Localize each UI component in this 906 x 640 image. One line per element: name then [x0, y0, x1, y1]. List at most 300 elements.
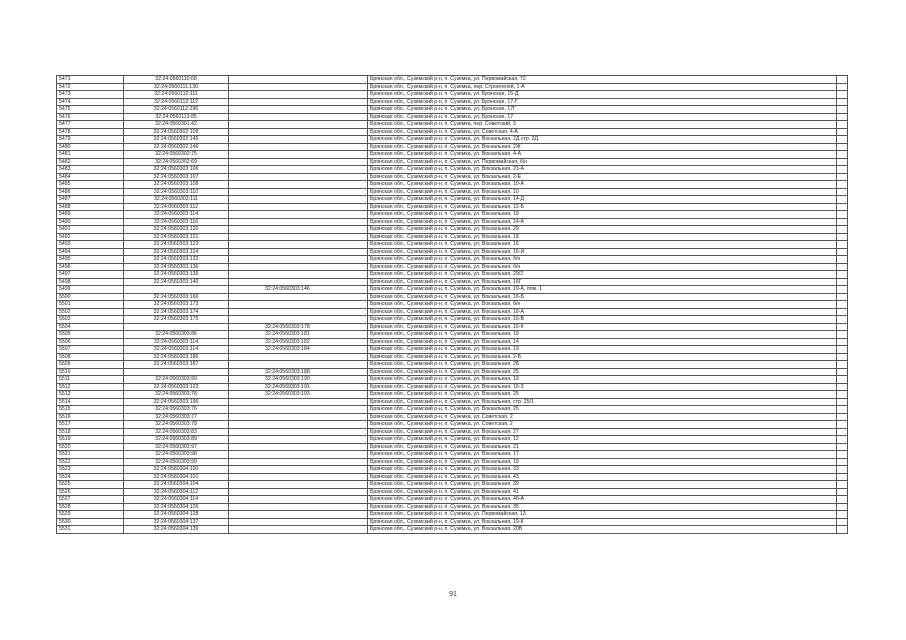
address-cell: Брянская обл., Суземский р-н, п. Суземка, ул. Вокзальная, 33 [368, 466, 837, 474]
cadastral-number-cell: 32:24:0560304:112 [124, 488, 229, 496]
cadastral-number-cell [124, 368, 229, 376]
address-cell: Брянская обл., Суземский р-н, п. Суземка, ул. Вокзальная, 2Ж [368, 143, 837, 151]
related-cadastral-number-cell [229, 503, 368, 511]
related-cadastral-number-cell [229, 511, 368, 519]
related-cadastral-number-cell [229, 196, 368, 204]
table-row [57, 376, 848, 384]
table-row [57, 196, 848, 204]
cadastral-number-cell: 32:24:0560304:104 [124, 481, 229, 489]
table-row [57, 218, 848, 226]
row-number-cell: 5490 [57, 218, 124, 226]
empty-cell [837, 218, 848, 226]
cadastral-number-cell: 32:24:0560303:112 [124, 203, 229, 211]
address-cell: Брянская обл., Суземский р-н, п. Суземка, ул. Брянская, 17Г [368, 106, 837, 114]
cadastral-number-cell: 32:24:0560303:111 [124, 196, 229, 204]
empty-cell [837, 346, 848, 354]
row-number-cell: 5474 [57, 98, 124, 106]
related-cadastral-number-cell [229, 203, 368, 211]
related-cadastral-number-cell [229, 233, 368, 241]
row-number-cell: 5524 [57, 473, 124, 481]
cadastral-number-cell: 32:24:0560303:110 [124, 188, 229, 196]
related-cadastral-number-cell [229, 421, 368, 429]
row-number-cell: 5500 [57, 293, 124, 301]
row-number-cell: 5489 [57, 211, 124, 219]
related-cadastral-number-cell: 32:24:0560303:178 [229, 323, 368, 331]
address-cell: Брянская обл., Суземский р-н, п. Суземка, ул. Вокзальная, 19-К [368, 518, 837, 526]
empty-cell [837, 211, 848, 219]
cadastral-number-cell: 32:24:0560303:78 [124, 391, 229, 399]
address-cell: Брянская обл., Суземский р-н, п. Суземка, ул. Вокзальная, 10-А [368, 181, 837, 189]
empty-cell [837, 451, 848, 459]
cadastral-number-cell: 32:24:0560304:114 [124, 496, 229, 504]
cadastral-number-cell: 32:24:0560303:196 [124, 398, 229, 406]
row-number-cell: 5486 [57, 188, 124, 196]
cadastral-number-cell: 32:24:0560112:296 [124, 106, 229, 114]
table-row [57, 406, 848, 414]
related-cadastral-number-cell: 32:24:0560303:190 [229, 376, 368, 384]
row-number-cell: 5495 [57, 256, 124, 264]
empty-cell [837, 106, 848, 114]
address-cell: Брянская обл., Суземский р-н, п. Суземка, ул. Вокзальная, 16-К [368, 323, 837, 331]
table-row [57, 443, 848, 451]
address-cell: Брянская обл., Суземский р-н, п. Суземка, ул. Советская, 2 [368, 421, 837, 429]
row-number-cell: 5480 [57, 143, 124, 151]
row-number-cell: 5522 [57, 458, 124, 466]
row-number-cell: 5513 [57, 391, 124, 399]
table-row [57, 361, 848, 369]
table-row [57, 136, 848, 144]
table-row [57, 368, 848, 376]
empty-cell [837, 136, 848, 144]
related-cadastral-number-cell [229, 301, 368, 309]
table-row [57, 526, 848, 534]
row-number-cell: 5504 [57, 323, 124, 331]
table-row [57, 106, 848, 114]
table-row [57, 383, 848, 391]
address-cell: Брянская обл., Суземский р-н, п. Суземка, пер. Советский, 3 [368, 121, 837, 129]
table-row [57, 428, 848, 436]
table-row [57, 398, 848, 406]
related-cadastral-number-cell [229, 458, 368, 466]
related-cadastral-number-cell [229, 436, 368, 444]
address-cell: Брянская обл., Суземский р-н, п. Суземка, ул. Первомайская, 72 [368, 76, 837, 84]
table-row [57, 503, 848, 511]
empty-cell [837, 488, 848, 496]
table-row [57, 481, 848, 489]
empty-cell [837, 421, 848, 429]
cadastral-number-cell: 32:24:0560303:89 [124, 436, 229, 444]
related-cadastral-number-cell [229, 181, 368, 189]
address-cell: Брянская обл., Суземский р-н, п. Суземка, ул. Вокзальная, 43 [368, 473, 837, 481]
address-cell: Брянская обл., Суземский р-н, п. Суземка, ул. Вокзальная, б/н [368, 301, 837, 309]
related-cadastral-number-cell [229, 188, 368, 196]
empty-cell [837, 256, 848, 264]
cadastral-number-cell: 32:24:0560303:98 [124, 451, 229, 459]
cadastral-number-cell: 32:24:0560303:187 [124, 361, 229, 369]
row-number-cell: 5523 [57, 466, 124, 474]
cadastral-number-cell: 32:24:0560303:114 [124, 211, 229, 219]
related-cadastral-number-cell [229, 293, 368, 301]
cadastral-number-cell: 32:24:0560302:75 [124, 151, 229, 159]
cadastral-number-cell: 32:24:0560303:107 [124, 173, 229, 181]
table-row [57, 233, 848, 241]
page-number: 91 [449, 591, 457, 598]
row-number-cell: 5505 [57, 331, 124, 339]
related-cadastral-number-cell [229, 526, 368, 534]
row-number-cell: 5511 [57, 376, 124, 384]
row-number-cell: 5506 [57, 338, 124, 346]
address-cell: Брянская обл., Суземский р-н, п. Суземка, ул. Вокзальная, 20В [368, 526, 837, 534]
empty-cell [837, 406, 848, 414]
cadastral-number-cell: 32:24:0560303:186 [124, 353, 229, 361]
table-row [57, 256, 848, 264]
related-cadastral-number-cell [229, 271, 368, 279]
table-row [57, 158, 848, 166]
row-number-cell: 5472 [57, 83, 124, 91]
row-number-cell: 5501 [57, 301, 124, 309]
related-cadastral-number-cell: 32:24:0560303:193 [229, 391, 368, 399]
related-cadastral-number-cell [229, 488, 368, 496]
empty-cell [837, 466, 848, 474]
cadastral-number-cell: 32:24:0560303:76 [124, 406, 229, 414]
row-number-cell: 5518 [57, 428, 124, 436]
related-cadastral-number-cell: 32:24:0560303:184 [229, 346, 368, 354]
empty-cell [837, 76, 848, 84]
registry-table [56, 75, 848, 534]
row-number-cell: 5510 [57, 368, 124, 376]
empty-cell [837, 481, 848, 489]
empty-cell [837, 518, 848, 526]
cadastral-number-cell: 32:24:0560301:42 [124, 121, 229, 129]
cadastral-number-cell: 32:24:0560303:140 [124, 278, 229, 286]
address-cell: Брянская обл., Суземский р-н, п. Суземка, ул. Вокзальная, 2Б [368, 361, 837, 369]
cadastral-number-cell: 32:24:0560304:139 [124, 526, 229, 534]
address-cell: Брянская обл., Суземский р-н, п. Суземка, ул. Вокзальная, 18 [368, 233, 837, 241]
related-cadastral-number-cell [229, 226, 368, 234]
related-cadastral-number-cell [229, 361, 368, 369]
table-row [57, 466, 848, 474]
empty-cell [837, 128, 848, 136]
empty-cell [837, 353, 848, 361]
address-cell: Брянская обл., Суземский р-н, п. Суземка, ул. Вокзальная, 16 [368, 241, 837, 249]
cadastral-number-cell: 32:24:0560302:109 [124, 128, 229, 136]
related-cadastral-number-cell [229, 136, 368, 144]
row-number-cell: 5519 [57, 436, 124, 444]
empty-cell [837, 151, 848, 159]
table-row [57, 143, 848, 151]
row-number-cell: 5530 [57, 518, 124, 526]
empty-cell [837, 376, 848, 384]
cadastral-number-cell: 32:24:0560112:112 [124, 98, 229, 106]
table-row [57, 458, 848, 466]
address-cell: Брянская обл., Суземский р-н, п. Суземка, ул. Вокзальная, 25 [368, 391, 837, 399]
related-cadastral-number-cell [229, 158, 368, 166]
cadastral-number-cell: 32:24:0560303:86 [124, 331, 229, 339]
cadastral-number-cell: 32:24:0560304:101 [124, 473, 229, 481]
cadastral-number-cell [124, 323, 229, 331]
address-cell: Брянская обл., Суземский р-н, п. Суземка, ул. Брянская, 17 [368, 113, 837, 121]
empty-cell [837, 413, 848, 421]
cadastral-number-cell: 32:24:0560303:166 [124, 293, 229, 301]
address-cell: Брянская обл., Суземский р-н, п. Суземка, ул. Вокзальная, 2-Б [368, 353, 837, 361]
table-row [57, 308, 848, 316]
address-cell: Брянская обл., Суземский р-н, п. Суземка, ул. Вокзальная, 16Г [368, 278, 837, 286]
related-cadastral-number-cell: 32:24:0560303:188 [229, 368, 368, 376]
address-cell: Брянская обл., Суземский р-н, п. Суземка, ул. Вокзальная, 2-Е [368, 173, 837, 181]
row-number-cell: 5476 [57, 113, 124, 121]
address-cell: Брянская обл., Суземский р-н, п. Суземка, ул. Вокзальная, 2Д стр. 2Д [368, 136, 837, 144]
table-row [57, 128, 848, 136]
address-cell: Брянская обл., Суземский р-н, п. Суземка, ул. Вокзальная, б/н [368, 263, 837, 271]
table-row [57, 496, 848, 504]
address-cell: Брянская обл., Суземский р-н, п. Суземка, ул. Советская, 4-А [368, 128, 837, 136]
row-number-cell: 5492 [57, 233, 124, 241]
empty-cell [837, 503, 848, 511]
empty-cell [837, 83, 848, 91]
cadastral-number-cell: 32:24:0560303:78 [124, 421, 229, 429]
related-cadastral-number-cell [229, 241, 368, 249]
cadastral-number-cell: 32:24:0560303:174 [124, 308, 229, 316]
related-cadastral-number-cell [229, 278, 368, 286]
related-cadastral-number-cell [229, 106, 368, 114]
table-row [57, 488, 848, 496]
cadastral-number-cell: 32:24:0560110:68 [124, 76, 229, 84]
empty-cell [837, 91, 848, 99]
related-cadastral-number-cell [229, 143, 368, 151]
row-number-cell: 5479 [57, 136, 124, 144]
row-number-cell: 5527 [57, 496, 124, 504]
row-number-cell: 5526 [57, 488, 124, 496]
empty-cell [837, 113, 848, 121]
cadastral-number-cell: 32:24:0560303:120 [124, 226, 229, 234]
empty-cell [837, 166, 848, 174]
table-row [57, 353, 848, 361]
empty-cell [837, 391, 848, 399]
table-row [57, 241, 848, 249]
row-number-cell: 5525 [57, 481, 124, 489]
related-cadastral-number-cell: 32:24:0560303:146 [229, 286, 368, 294]
related-cadastral-number-cell [229, 481, 368, 489]
table-row [57, 226, 848, 234]
row-number-cell: 5487 [57, 196, 124, 204]
row-number-cell: 5508 [57, 353, 124, 361]
address-cell: Брянская обл., Суземский р-н, п. Суземка, ул. Вокзальная, 27 [368, 428, 837, 436]
empty-cell [837, 316, 848, 324]
address-cell: Брянская обл., Суземский р-н, п. Суземка, ул. Вокзальная, 29 [368, 226, 837, 234]
empty-cell [837, 338, 848, 346]
table-row [57, 436, 848, 444]
table-row [57, 263, 848, 271]
related-cadastral-number-cell [229, 428, 368, 436]
related-cadastral-number-cell [229, 166, 368, 174]
related-cadastral-number-cell [229, 443, 368, 451]
row-number-cell: 5482 [57, 158, 124, 166]
address-cell: Брянская обл., Суземский р-н, п. Суземка, ул. Вокзальная, стр. 25/1 [368, 398, 837, 406]
table-row [57, 188, 848, 196]
empty-cell [837, 248, 848, 256]
related-cadastral-number-cell [229, 413, 368, 421]
empty-cell [837, 143, 848, 151]
empty-cell [837, 263, 848, 271]
cadastral-number-cell: 32:24:0560303:77 [124, 413, 229, 421]
row-number-cell: 5520 [57, 443, 124, 451]
cadastral-number-cell: 32:24:0560303:99 [124, 458, 229, 466]
table-row [57, 331, 848, 339]
table-row [57, 286, 848, 294]
address-cell: Брянская обл., Суземский р-н, п. Суземка, ул. Вокзальная, 10 [368, 188, 837, 196]
related-cadastral-number-cell [229, 316, 368, 324]
address-cell: Брянская обл., Суземский р-н, п. Суземка, ул. Вокзальная, 21 [368, 443, 837, 451]
cadastral-number-cell: 32:24:0560302:145 [124, 136, 229, 144]
row-number-cell: 5481 [57, 151, 124, 159]
empty-cell [837, 473, 848, 481]
row-number-cell: 5471 [57, 76, 124, 84]
empty-cell [837, 241, 848, 249]
empty-cell [837, 361, 848, 369]
empty-cell [837, 158, 848, 166]
row-number-cell: 5503 [57, 316, 124, 324]
empty-cell [837, 511, 848, 519]
address-cell: Брянская обл., Суземский р-н, п. Суземка, ул. Вокзальная, 16-З [368, 383, 837, 391]
cadastral-number-cell: 32:24:0560111:130 [124, 83, 229, 91]
empty-cell [837, 526, 848, 534]
address-cell: Брянская обл., Суземский р-н, п. Суземка, ул. Вокзальная, 12-Б [368, 203, 837, 211]
address-cell: Брянская обл., Суземский р-н, п. Суземка, ул. Первомайская, б/н [368, 158, 837, 166]
cadastral-number-cell: 32:24:0560303:124 [124, 248, 229, 256]
table-row [57, 323, 848, 331]
table-row [57, 451, 848, 459]
cadastral-number-cell: 32:24:0560303:175 [124, 316, 229, 324]
cadastral-number-cell: 32:24:0560112:111 [124, 91, 229, 99]
empty-cell [837, 271, 848, 279]
related-cadastral-number-cell [229, 256, 368, 264]
related-cadastral-number-cell [229, 398, 368, 406]
cadastral-number-cell: 32:24:0560303:123 [124, 241, 229, 249]
address-cell: Брянская обл., Суземский р-н, п. Суземка, ул. Вокзальная, 14-А [368, 218, 837, 226]
cadastral-number-cell: 32:24:0560303:121 [124, 233, 229, 241]
cadastral-number-cell: 32:24:0560303:173 [124, 301, 229, 309]
cadastral-number-cell: 32:24:0560303:133 [124, 256, 229, 264]
related-cadastral-number-cell [229, 98, 368, 106]
empty-cell [837, 308, 848, 316]
cadastral-number-cell: 32:24:0560303:97 [124, 443, 229, 451]
related-cadastral-number-cell [229, 248, 368, 256]
address-cell: Брянская обл., Суземский р-н, п. Суземка, ул. Советская, 2 [368, 413, 837, 421]
table-row [57, 76, 848, 84]
related-cadastral-number-cell [229, 466, 368, 474]
related-cadastral-number-cell [229, 353, 368, 361]
related-cadastral-number-cell: 32:24:0560303:182 [229, 338, 368, 346]
table-row [57, 278, 848, 286]
empty-cell [837, 436, 848, 444]
row-number-cell: 5528 [57, 503, 124, 511]
related-cadastral-number-cell: 32:24:0560303:191 [229, 383, 368, 391]
empty-cell [837, 301, 848, 309]
address-cell: Брянская обл., Суземский р-н, п. Суземка, ул. Вокзальная, 4-А [368, 151, 837, 159]
empty-cell [837, 293, 848, 301]
address-cell: Брянская обл., Суземский р-н, п. Суземка, ул. Вокзальная, 19 [368, 458, 837, 466]
related-cadastral-number-cell [229, 121, 368, 129]
related-cadastral-number-cell [229, 263, 368, 271]
cadastral-number-cell: 32:24:0560303:106 [124, 166, 229, 174]
table-row [57, 203, 848, 211]
address-cell: Брянская обл., Суземский р-н, п. Суземка, ул. Вокзальная, 19-А, пом. 1 [368, 286, 837, 294]
related-cadastral-number-cell [229, 451, 368, 459]
empty-cell [837, 331, 848, 339]
empty-cell [837, 398, 848, 406]
table-row [57, 173, 848, 181]
address-cell: Брянская обл., Суземский р-н, п. Суземка, ул. Вокзальная, 46-А [368, 496, 837, 504]
row-number-cell: 5521 [57, 451, 124, 459]
related-cadastral-number-cell [229, 406, 368, 414]
related-cadastral-number-cell [229, 518, 368, 526]
row-number-cell: 5475 [57, 106, 124, 114]
related-cadastral-number-cell [229, 473, 368, 481]
cadastral-number-cell: 32:24:0560303:99 [124, 376, 229, 384]
address-cell: Брянская обл., Суземский р-н, п. Суземка, ул. Вокзальная, 16-А [368, 308, 837, 316]
table-row [57, 181, 848, 189]
table-row [57, 248, 848, 256]
row-number-cell: 5498 [57, 278, 124, 286]
row-number-cell: 5514 [57, 398, 124, 406]
row-number-cell: 5484 [57, 173, 124, 181]
table-row [57, 166, 848, 174]
cadastral-number-cell: 32:24:0560303:116 [124, 218, 229, 226]
cadastral-number-cell: 32:24:0560302:69 [124, 158, 229, 166]
table-row [57, 346, 848, 354]
table-row [57, 301, 848, 309]
row-number-cell: 5512 [57, 383, 124, 391]
row-number-cell: 5531 [57, 526, 124, 534]
address-cell: Брянская обл., Суземский р-н, п. Суземка, ул. Вокзальная, 14 [368, 338, 837, 346]
cadastral-number-cell: 32:24:0560304:137 [124, 518, 229, 526]
row-number-cell: 5491 [57, 226, 124, 234]
row-number-cell: 5509 [57, 361, 124, 369]
address-cell: Брянская обл., Суземский р-н, п. Суземка, ул. Вокзальная, б/н [368, 256, 837, 264]
empty-cell [837, 226, 848, 234]
address-cell: Брянская обл., Суземский р-н, п. Суземка, ул. Вокзальная, 12 [368, 436, 837, 444]
related-cadastral-number-cell [229, 113, 368, 121]
table-row [57, 391, 848, 399]
row-number-cell: 5497 [57, 271, 124, 279]
row-number-cell: 5473 [57, 91, 124, 99]
address-cell: Брянская обл., Суземский р-н, п. Суземка, ул. Первомайская, 13 [368, 511, 837, 519]
row-number-cell: 5517 [57, 421, 124, 429]
address-cell: Брянская обл., Суземский р-н, п. Суземка, ул. Вокзальная, 25 [368, 368, 837, 376]
empty-cell [837, 278, 848, 286]
cadastral-number-cell: 32:24:0560302:146 [124, 143, 229, 151]
table-row [57, 511, 848, 519]
row-number-cell: 5483 [57, 166, 124, 174]
empty-cell [837, 286, 848, 294]
row-number-cell: 5502 [57, 308, 124, 316]
empty-cell [837, 428, 848, 436]
row-number-cell: 5488 [57, 203, 124, 211]
empty-cell [837, 188, 848, 196]
related-cadastral-number-cell [229, 91, 368, 99]
address-cell: Брянская обл., Суземский р-н, п. Суземка, ул. Вокзальная, 16-И [368, 248, 837, 256]
empty-cell [837, 203, 848, 211]
row-number-cell: 5478 [57, 128, 124, 136]
row-number-cell: 5496 [57, 263, 124, 271]
table-row [57, 293, 848, 301]
cadastral-number-cell [124, 286, 229, 294]
empty-cell [837, 121, 848, 129]
address-cell: Брянская обл., Суземский р-н, п. Суземка, ул. Вокзальная, 16-В [368, 316, 837, 324]
address-cell: Брянская обл., Суземский р-н, п. Суземка, пер. Строителей, 1-А [368, 83, 837, 91]
empty-cell [837, 196, 848, 204]
table-body [57, 76, 848, 534]
